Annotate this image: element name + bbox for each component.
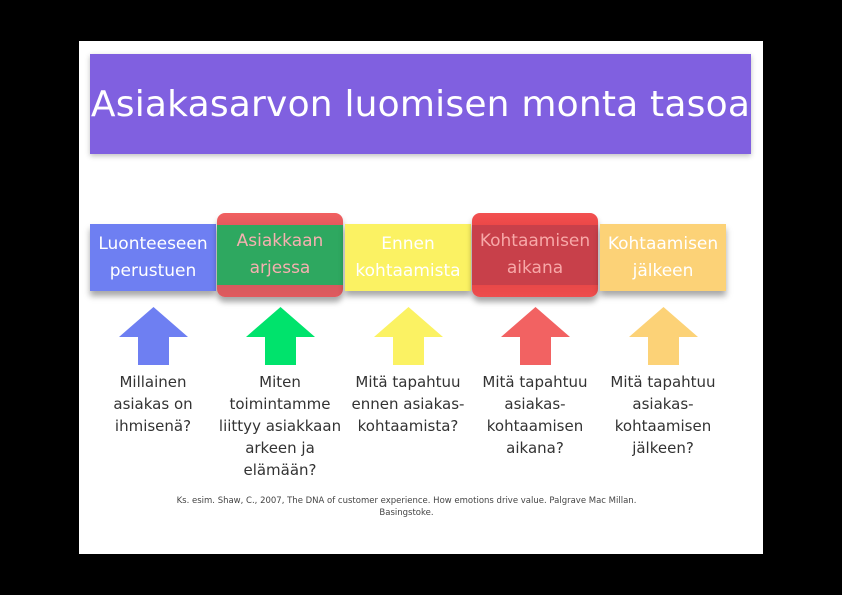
level-box-everyday-life xyxy=(217,213,343,297)
question-text: Millainen asiakas on ihmisenä? xyxy=(113,373,193,435)
question-text: Mitä tapahtuu ennen asiakas- kohtaamista? xyxy=(351,373,465,435)
title-banner xyxy=(90,54,751,154)
level-label: Luonteeseen perustuen xyxy=(98,233,208,281)
reference-note: Ks. esim. Shaw, C., 2007, The DNA of customer experience. How emotions drive value. Palgrave Mac Millan. Basingstoke. xyxy=(176,496,637,518)
question-text: Mitä tapahtuu asiakas- kohtaamisen jälkeen? xyxy=(610,373,716,457)
up-arrow-icon xyxy=(374,307,443,365)
level-box-personality xyxy=(90,224,216,291)
up-arrow-icon xyxy=(629,307,698,365)
slide xyxy=(79,41,763,554)
level-label: Asiakkaan arjessa xyxy=(236,231,324,278)
up-arrow-icon xyxy=(501,307,570,365)
up-arrow-icon xyxy=(246,307,315,365)
question-text: Miten toimintamme liittyy asiakkaan arkeen ja elämään? xyxy=(218,373,342,479)
level-box-after-encounter xyxy=(600,224,726,291)
slide-title: Asiakasarvon luomisen monta tasoa xyxy=(90,83,751,125)
question-text: Mitä tapahtuu asiakas- kohtaamisen aikana? xyxy=(482,373,588,457)
level-label: Kohtaamisen jälkeen xyxy=(607,233,719,281)
level-box-before-encounter xyxy=(345,224,471,291)
level-label: Kohtaamisen aikana xyxy=(479,231,591,278)
up-arrow-icon xyxy=(119,307,188,365)
level-label: Ennen kohtaamista xyxy=(355,233,461,281)
level-box-during-encounter xyxy=(472,213,598,297)
